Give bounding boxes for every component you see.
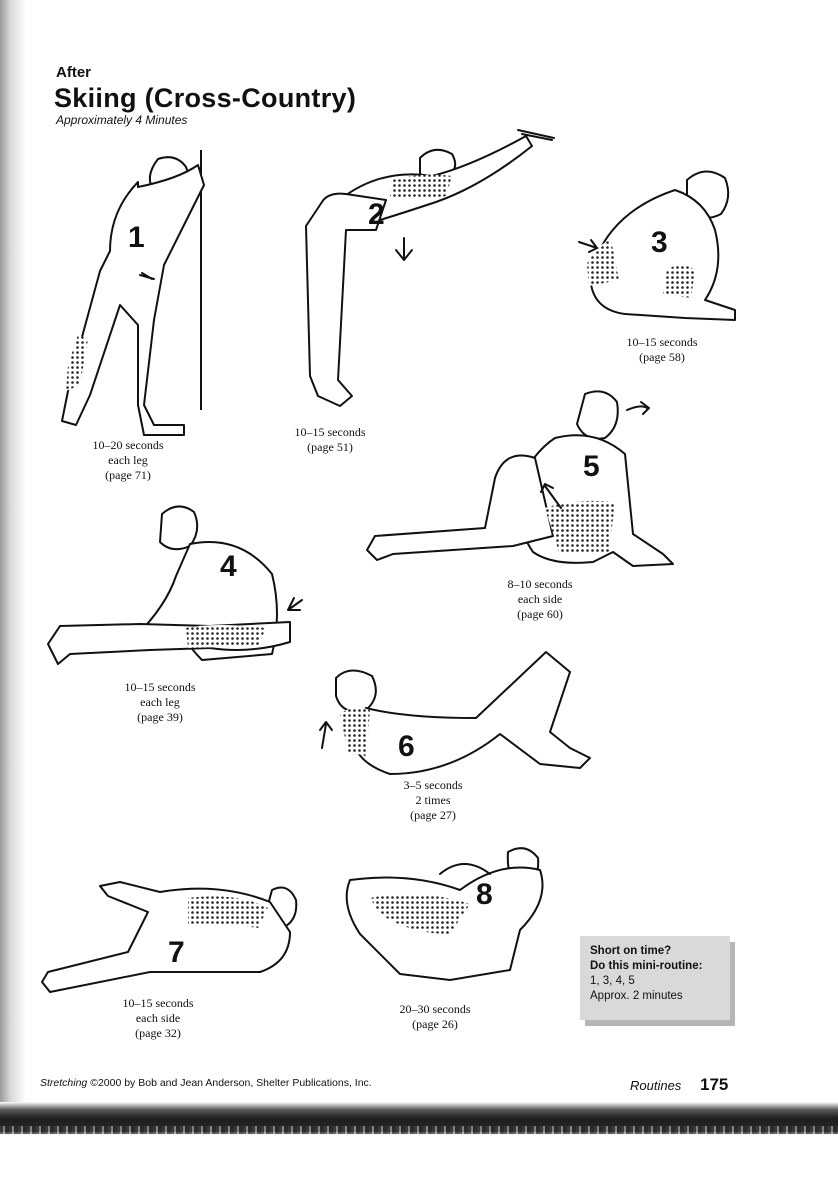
stretch-caption-1 [78, 438, 178, 483]
scan-bottom-noise [0, 1126, 838, 1134]
section-name: Routines [630, 1078, 682, 1093]
stretch-figure-4 [40, 496, 310, 676]
stretch-number-7: 7 [168, 936, 185, 969]
mini-routine-list: 1, 3, 4, 5 [590, 975, 635, 987]
stretch-caption-5 [490, 577, 590, 622]
caption-1-line-3: (page 71) [105, 468, 151, 482]
stretch-number-6: 6 [398, 730, 415, 763]
stretch-figure-5 [365, 388, 685, 578]
caption-4-line-3: (page 39) [137, 710, 183, 724]
caption-7-line-2: each side [135, 1011, 181, 1025]
short-on-time-heading: Short on time? [590, 945, 672, 957]
stretch-number-5: 5 [583, 450, 600, 483]
stretch-caption-7 [108, 996, 208, 1041]
caption-4-line-2: each leg [140, 695, 180, 709]
stretch-figure-7 [40, 870, 310, 1000]
stretch-number-4: 4 [220, 550, 237, 583]
stretch-figure-3 [575, 160, 745, 330]
book-title: Stretching [40, 1077, 88, 1089]
mini-routine-box [580, 936, 730, 1020]
caption-7-line-1: 10–15 seconds [122, 996, 194, 1010]
caption-1-line-1: 10–20 seconds [92, 438, 164, 452]
caption-6-line-2: 2 times [415, 793, 451, 807]
page-title: Skiing (Cross-Country) [54, 83, 357, 113]
caption-2-line-1: 10–15 seconds [294, 425, 366, 439]
mini-routine-heading: Do this mini-routine: [590, 960, 703, 972]
stretch-number-1: 1 [128, 221, 145, 254]
stretch-number-8: 8 [476, 878, 493, 911]
mini-routine-duration: Approx. 2 minutes [590, 990, 683, 1002]
stretch-figure-2 [292, 128, 562, 418]
caption-7-line-3: (page 32) [135, 1026, 181, 1040]
caption-5-line-2: each side [517, 592, 563, 606]
caption-2-line-2: (page 51) [307, 440, 353, 454]
copyright-credit [40, 1077, 372, 1089]
caption-6-line-3: (page 27) [410, 808, 456, 822]
stretch-caption-8 [380, 1002, 490, 1032]
stretch-number-3: 3 [651, 226, 668, 259]
caption-8-line-2: (page 26) [412, 1017, 458, 1031]
caption-5-line-1: 8–10 seconds [507, 577, 573, 591]
stretch-figure-6 [312, 648, 602, 778]
caption-6-line-1: 3–5 seconds [403, 778, 463, 792]
caption-3-line-2: (page 58) [639, 350, 685, 364]
credit-text: ©2000 by Bob and Jean Anderson, Shelter Publications, Inc. [90, 1077, 372, 1089]
caption-4-line-1: 10–15 seconds [124, 680, 196, 694]
page-number: 175 [700, 1075, 729, 1094]
stretch-figure-8 [340, 840, 560, 1000]
stretch-caption-3 [612, 335, 712, 365]
caption-1-line-2: each leg [108, 453, 148, 467]
stretch-caption-4 [110, 680, 210, 725]
stretch-number-2: 2 [368, 198, 385, 231]
page-edge-shadow [0, 0, 26, 1110]
stretch-caption-6 [383, 778, 483, 823]
caption-5-line-3: (page 60) [517, 607, 563, 621]
page-subtitle: Approximately 4 Minutes [56, 113, 188, 127]
stretch-figure-1 [40, 145, 210, 435]
pre-title: After [56, 64, 92, 81]
caption-8-line-1: 20–30 seconds [399, 1002, 471, 1016]
caption-3-line-1: 10–15 seconds [626, 335, 698, 349]
